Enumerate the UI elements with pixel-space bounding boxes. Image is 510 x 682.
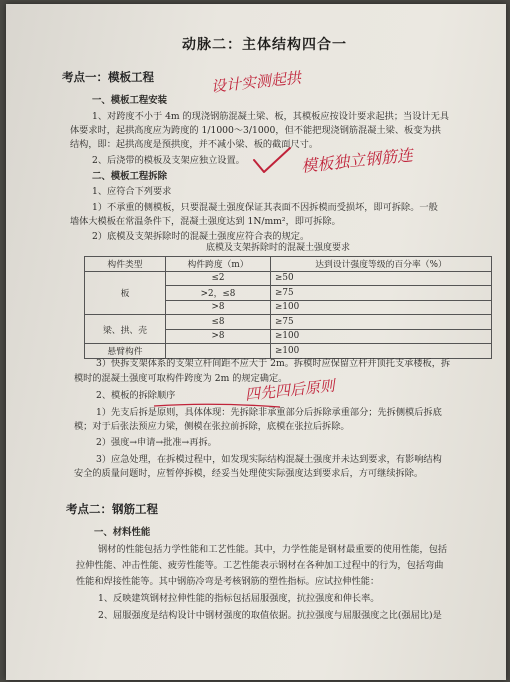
table-cell-span: ≤8 <box>166 315 271 330</box>
table-cell-span: >8 <box>166 300 271 315</box>
handwritten-underline <box>152 400 282 410</box>
subheading-install: 一、模板工程安装 <box>92 95 168 106</box>
paragraph-line: 2）强度→申请→批准→再拆。 <box>96 437 217 448</box>
table-cell-type: 板 <box>85 271 166 315</box>
table-cell-pct: ≥75 <box>271 315 492 330</box>
handwritten-note-3: 四先四后原则 <box>244 376 336 404</box>
handwritten-check-mark <box>250 146 294 176</box>
page-title: 动脉二：主体结构四合一 <box>182 37 347 53</box>
paragraph-line: 体要求时，起拱高度应为跨度的 1/1000～3/1000，但不能把现浇钢筋混凝土梁、板变为拱 <box>70 125 441 136</box>
table-cell-span: >2，≤8 <box>166 286 271 301</box>
paragraph-line: 2、模板的拆除顺序 <box>96 390 176 401</box>
table-cell-pct: ≥100 <box>271 344 492 359</box>
paragraph-line: 性能和焊接性能等。其中钢筋冷弯是考核钢筋的塑性指标。应试拉伸性能： <box>76 576 380 587</box>
paragraph-line: 1）不承重的侧模板，只要混凝土强度保证其表面不因拆模而受损坏，即可拆除。一般 <box>92 202 438 213</box>
table-cell-type: 悬臂构件 <box>85 344 166 359</box>
paragraph-line: 模时的混凝土强度可取构件跨度为 2m 的规定确定。 <box>74 373 288 384</box>
paragraph-line: 3）应急处理，在拆模过程中，如发现实际结构混凝土强度并未达到要求，有影响结构 <box>96 454 442 465</box>
paragraph-line: 安全的质量问题时，应暂停拆模，经妥当处理使实际强度达到要求后，方可继续拆除。 <box>74 468 424 479</box>
paragraph-line: 结构，即：起拱高度是预拱度，并不减小梁、板的截面尺寸。 <box>70 139 319 150</box>
section-heading-rebar: 考点二：钢筋工程 <box>66 502 158 516</box>
paragraph-line: 钢材的性能包括力学性能和工艺性能。其中，力学性能是钢材最重要的使用性能，包括 <box>98 544 448 555</box>
table-cell-span: ≤2 <box>166 271 271 286</box>
paragraph-line: 3）快拆支架体系的支架立杆间距不应大于 2m。拆模时应保留立杆并顶托支承楼板，拆 <box>96 358 451 369</box>
document-page <box>6 4 506 680</box>
table-cell-span: >8 <box>166 329 271 344</box>
table-cell-pct: ≥50 <box>271 271 492 286</box>
strength-table <box>84 256 492 359</box>
paragraph-line: 2、后浇带的模板及支架应独立设置。 <box>92 155 245 166</box>
handwritten-note-2: 模板独立钢筋连 <box>300 145 414 176</box>
paragraph-line: 2）底模及支架拆除时的混凝土强度应符合表的规定。 <box>92 231 310 242</box>
table-header-cell: 构件跨度（m） <box>166 257 271 272</box>
paragraph-line: 2、屈服强度是结构设计中钢材强度的取值依据。抗拉强度与屈服强度之比(强屈比)是 <box>98 610 442 621</box>
table-row <box>85 271 492 286</box>
table-cell-type: 梁、拱、壳 <box>85 315 166 344</box>
handwritten-note-1: 设计实测起拱 <box>210 68 302 96</box>
paragraph-line: 拉伸性能、冲击性能、疲劳性能等。工艺性能表示钢材在各种加工过程中的行为，包括弯曲 <box>76 560 444 571</box>
paragraph-line: 1、应符合下列要求 <box>92 186 172 197</box>
table-row <box>85 344 492 359</box>
table-header-row <box>85 257 492 272</box>
table-cell-span <box>166 344 271 359</box>
table-cell-pct: ≥100 <box>271 300 492 315</box>
section-heading-template: 考点一：模板工程 <box>62 70 154 84</box>
table-row <box>85 315 492 330</box>
table-caption: 底模及支架拆除时的混凝土强度要求 <box>206 243 351 253</box>
paragraph-line: 1、对跨度不小于 4m 的现浇钢筋混凝土梁、板，其模板应按设计要求起拱；当设计无具 <box>92 111 449 122</box>
table-header-cell: 达到设计强度等级的百分率（%） <box>271 257 492 272</box>
subheading-materials: 一、材料性能 <box>94 527 151 538</box>
paragraph-line: 1、反映建筑钢材拉伸性能的指标包括屈服强度，抗拉强度和伸长率。 <box>98 593 380 604</box>
paragraph-line: 墙体大模板在常温条件下，混凝土强度达到 1N/mm²，即可拆除。 <box>70 216 341 227</box>
paragraph-line: 1）先支后拆是原则，具体体现：先拆除非承重部分后拆除承重部分；先拆侧模后拆底 <box>96 407 442 418</box>
paragraph-line: 模；对于后张法预应力梁，侧模在张拉前拆除，底模在张拉后拆除。 <box>74 421 350 432</box>
table-header-cell: 构件类型 <box>85 257 166 272</box>
table-cell-pct: ≥75 <box>271 286 492 301</box>
subheading-removal: 二、模板工程拆除 <box>92 171 168 182</box>
table-cell-pct: ≥100 <box>271 329 492 344</box>
